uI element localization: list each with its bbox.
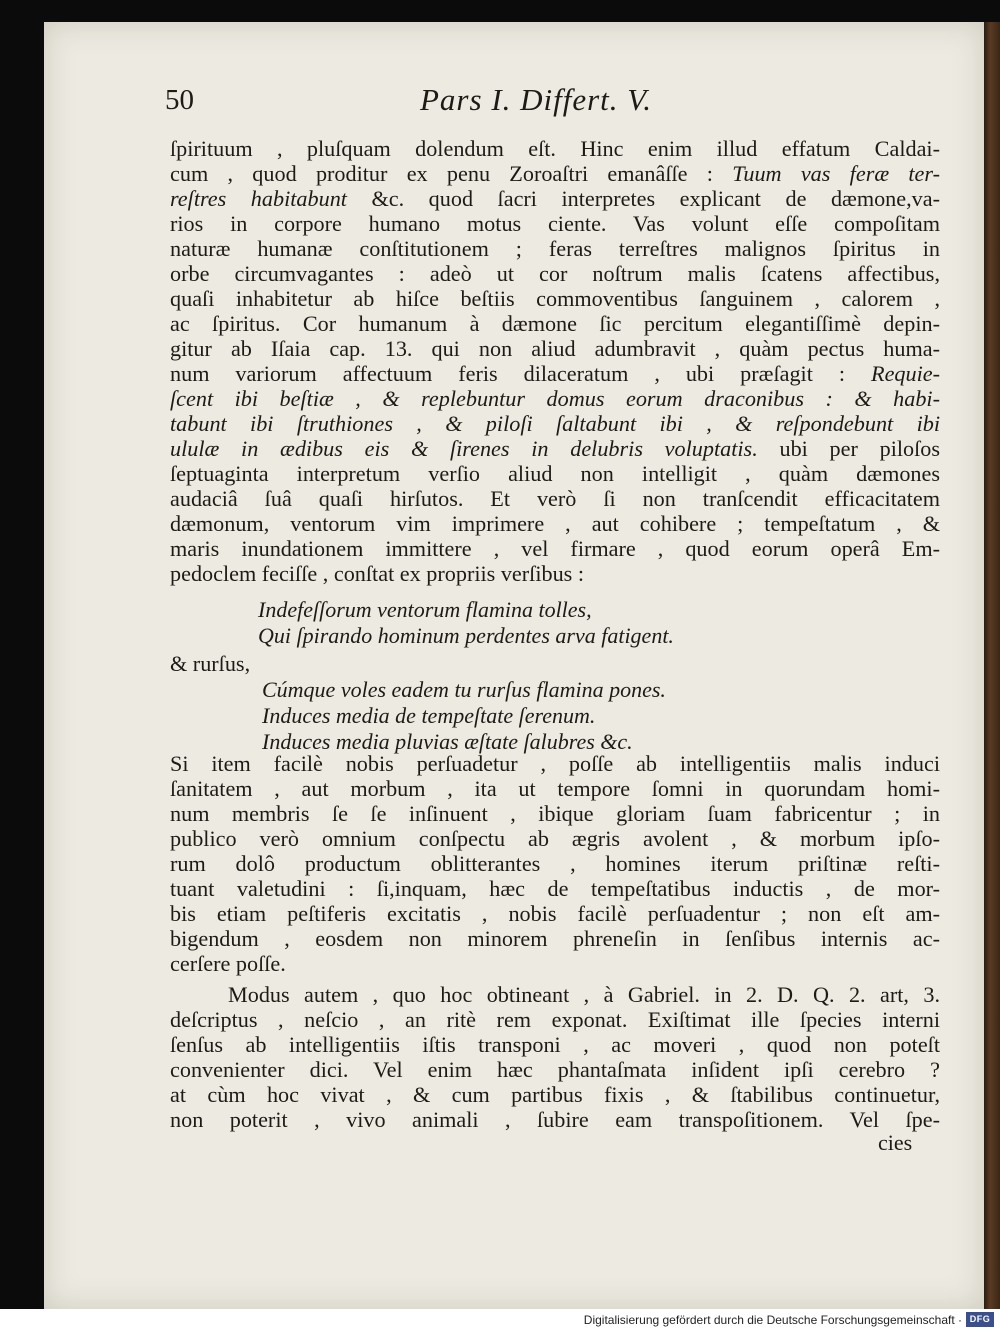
dfg-logo: DFG: [966, 1312, 994, 1327]
text-line: bigendum , eosdem non minorem phreneſin in ſenſibus internis ac-: [170, 926, 940, 951]
verse-line: Cúmque voles eadem tu rurſus flamina pones.: [262, 677, 666, 702]
text-line: orbe circumvagantes : adeò ut cor noſtrum malis ſcatens affectibus,: [170, 261, 940, 286]
running-head: Pars I. Differt. V.: [420, 82, 652, 117]
text-line-italic: ſcent ibi beſtiæ , & replebuntur domus eorum draconibus : & habi-: [170, 386, 940, 411]
verse-line: Qui ſpirando hominum perdentes arva fatigent.: [258, 623, 674, 648]
paragraph-3: [170, 982, 940, 1132]
text-line: ſeptuaginta interpretum verſio aliud non intelligit , quàm dæmones: [170, 461, 940, 486]
text-line: pedoclem feciſſe , conſtat ex propriis verſibus :: [170, 561, 585, 586]
verse-line: Induces media pluvias æſtate ſalubres &c.: [262, 729, 633, 754]
text-line: maris inundationem immittere , vel firmare , quod eorum operâ Em-: [170, 536, 940, 561]
text-line: convenienter dici. Vel enim hæc phantaſmata inſident ipſi cerebro ?: [170, 1057, 940, 1082]
text-line: deſcriptus , neſcio , an ritè rem exponat. Exiſtimat ille ſpecies interni: [170, 1007, 940, 1032]
text-line: audaciâ ſuâ quaſi hirſutos. Et verò ſi non tranſcendit efficacitatem: [170, 486, 940, 511]
page-number: 50: [165, 84, 194, 116]
text-line: non poterit , vivo animali , ſubire eam transpoſitionem. Vel ſpe-: [170, 1107, 940, 1132]
text-line: rum dolô productum oblitterantes , homines iterum priſtinæ reſti-: [170, 851, 940, 876]
text-line: tuant valetudini : ſi,inquam, hæc de tempeſtatibus inductis , de mor-: [170, 876, 940, 901]
et-rursus: & rurſus,: [170, 651, 251, 676]
verse-line: Indefeſſorum ventorum flamina tolles,: [258, 597, 592, 622]
text-line: gitur ab Iſaia cap. 13. qui non aliud adumbravit , quàm pectus huma-: [170, 336, 940, 361]
verse-line: Induces media de tempeſtate ſerenum.: [262, 703, 596, 728]
text-line: publico verò omnium conſpectu ab ægris avolent , & morbum ipſo-: [170, 826, 940, 851]
footer-text: Digitalisierung gefördert durch die Deutsche Forschungsgemeinschaft ·: [583, 1313, 962, 1327]
text-line: at cùm hoc vivat , & cum partibus fixis , & ſtabilibus continuetur,: [170, 1082, 940, 1107]
book-edge: [984, 22, 1000, 1309]
paragraph-1: [170, 136, 940, 586]
text-line: ululæ in ædibus eis & ſirenes in delubris voluptatis. ubi per piloſos: [170, 436, 941, 461]
text-line: rios in corpore humano motus ciente. Vas volunt eſſe compoſitam: [170, 211, 940, 236]
text-line: ſenſus ab intelligentiis iſtis transponi , ac moveri , quod non poteſt: [170, 1032, 940, 1057]
catchword: cies: [878, 1130, 913, 1155]
footer-bar: [0, 1309, 1000, 1331]
text-line: cum , quod proditur ex penu Zoroaſtri emanâſſe : Tuum vas feræ ter-: [170, 161, 940, 186]
text-line: Si item facilè nobis perſuadetur , poſſe ab intelligentiis malis induci: [170, 751, 940, 776]
text-line-italic: tabunt ibi ſtruthiones , & piloſi ſaltabunt ibi , & reſpondebunt ibi: [170, 411, 940, 436]
text-line: Modus autem , quo hoc obtineant , à Gabriel. in 2. D. Q. 2. art, 3.: [228, 982, 940, 1007]
text-line: bis etiam peſtiferis excitatis , nobis facilè perſuadentur ; non eſt am-: [170, 901, 940, 926]
text-line: reſtres habitabunt &c. quod ſacri interpretes explicant de dæmone,va-: [170, 186, 941, 211]
text-line: ſanitatem , aut morbum , ita ut tempore ſomni in quorundam homi-: [170, 776, 940, 801]
text-line: num membris ſe ſe inſinuent , ibique gloriam ſuam fabricentur ; in: [170, 801, 940, 826]
text-line: ac ſpiritus. Cor humanum à dæmone ſic percitum elegantiſſimè depin-: [170, 311, 940, 336]
text-line: dæmonum, ventorum vim imprimere , aut cohibere ; tempeſtatum , &: [170, 511, 940, 536]
text-line: cerſere poſſe.: [170, 951, 286, 976]
text-line: num variorum affectuum feris dilaceratum , ubi præſagit : Requie-: [170, 361, 941, 386]
text-line: naturæ humanæ conſtitutionem ; feras terreſtres malignos ſpiritus in: [170, 236, 940, 261]
text-line: ſpirituum , pluſquam dolendum eſt. Hinc enim illud effatum Caldai-: [170, 136, 940, 161]
paragraph-2: [170, 751, 940, 976]
text-line: quaſi inhabitetur ab hiſce beſtiis commoventibus ſanguinem , calorem ,: [170, 286, 940, 311]
